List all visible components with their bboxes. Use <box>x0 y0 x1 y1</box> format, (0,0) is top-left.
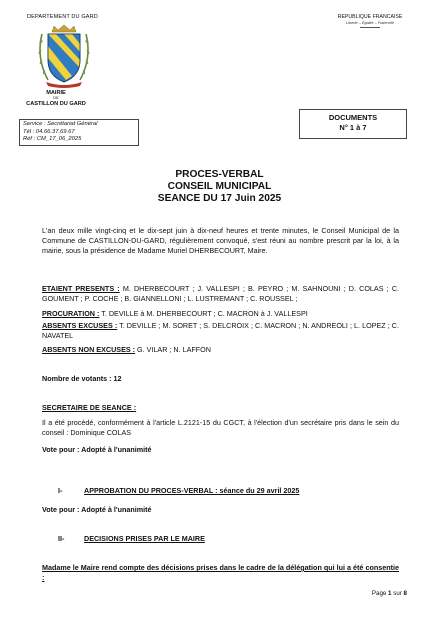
service-line: Service : Secrétariat Général <box>23 121 98 127</box>
reference-line: Réf : CM_17_06_2025 <box>23 136 82 143</box>
presents-paragraph <box>42 284 399 304</box>
section-1-vote: Vote pour : Adopté à l'unanimité <box>42 505 152 514</box>
departement-label: DEPARTEMENT DU GARD <box>27 14 98 20</box>
title-line-2: CONSEIL MUNICIPAL <box>167 181 272 192</box>
non-excuses-list: G. VILAR ; N. LAFFON <box>135 345 211 354</box>
non-excuses-label: ABSENTS NON EXCUSES : <box>42 345 136 354</box>
town-crest-logo <box>36 24 92 88</box>
procuration-list: T. DEVILLE à M. DHERBECOURT ; C. MACRON à J. VALLESPI <box>99 309 308 318</box>
presents-list: M. DHERBECOURT ; J. VALLESPI ; B. PEYRO ; M. SAHNOUNI ; D. COLAS ; C. GOUMENT ; P. COCHE ; B. GIANNELLONI ; L. LUSTREMANT ; C. ROUSSEL ; <box>42 284 400 303</box>
republique-label: REPUBLIQUE FRANCAISE <box>337 14 403 20</box>
mairie-label: MAIRIE <box>46 90 66 96</box>
excuses-paragraph <box>42 321 399 341</box>
decisions-intro: Madame le Maire rend compte des décisions prises dans le cadre de la délégation qui lui a été consentie : <box>42 563 399 582</box>
excuses-list: T. DEVILLE ; M. SORET ; S. DELCROIX ; C. MACRON ; N. ANDREOLI ; L. LOPEZ ; C. NAVATEL <box>42 321 399 340</box>
documents-box <box>299 109 407 139</box>
excuses-label: ABSENTS EXCUSES : <box>42 321 118 330</box>
divider <box>360 27 380 28</box>
devise-label: Liberté – Égalité – Fraternité <box>346 20 394 25</box>
procuration-paragraph <box>42 309 399 319</box>
republique-block <box>330 15 410 28</box>
secretaire-paragraph: Il a été procédé, conformément à l'article L.2121-15 du CGCT, à l'élection d'un secrétaire pris dans le sein du conseil : Dominique COLAS <box>42 418 399 437</box>
mairie-de-label: DE <box>53 95 59 101</box>
page-sur: sur <box>391 590 404 597</box>
page-number <box>372 590 407 597</box>
secretaire-heading: SECRETAIRE DE SEANCE : <box>42 403 137 412</box>
documents-label: DOCUMENTS <box>328 113 378 122</box>
page-current: 1 <box>388 590 392 597</box>
section-1-number: I- <box>58 486 63 495</box>
page-label: Page <box>371 590 389 597</box>
phone-line: Tél : 04.66.37.69.67 <box>23 128 75 135</box>
page-total: 8 <box>403 590 407 597</box>
commune-name: CASTILLON DU GARD <box>26 101 86 108</box>
non-excuses-paragraph <box>42 345 399 355</box>
service-box <box>19 119 139 146</box>
title-line-1: PROCES-VERBAL <box>175 169 264 180</box>
section-1-title: APPROBATION DU PROCES-VERBAL : séance du 29 avril 2025 <box>84 486 300 495</box>
votants-count: Nombre de votants : 12 <box>42 374 122 383</box>
title-line-3: SEANCE DU 17 Juin 2025 <box>157 193 282 204</box>
presents-label: ETAIENT PRESENTS : <box>42 284 120 293</box>
section-2-title: DECISIONS PRISES PAR LE MAIRE <box>84 534 205 543</box>
section-2-number: II- <box>58 534 65 543</box>
procuration-label: PROCURATION : <box>42 309 100 318</box>
intro-paragraph: L'an deux mille vingt-cinq et le dix-sept juin à dix-neuf heures et trente minutes, le Conseil Municipal de la Commune de CASTILLON-DU-GARD, régulièrement convoqué, s'est réuni au nombre prescrit par la loi, à la mairie, sous la présidence de Madame Muriel DHERBECOURT, Maire. <box>42 226 399 255</box>
documents-range: N° 1 à 7 <box>339 123 367 133</box>
mairie-block <box>16 90 96 107</box>
secretaire-vote: Vote pour : Adopté à l'unanimité <box>42 445 152 454</box>
